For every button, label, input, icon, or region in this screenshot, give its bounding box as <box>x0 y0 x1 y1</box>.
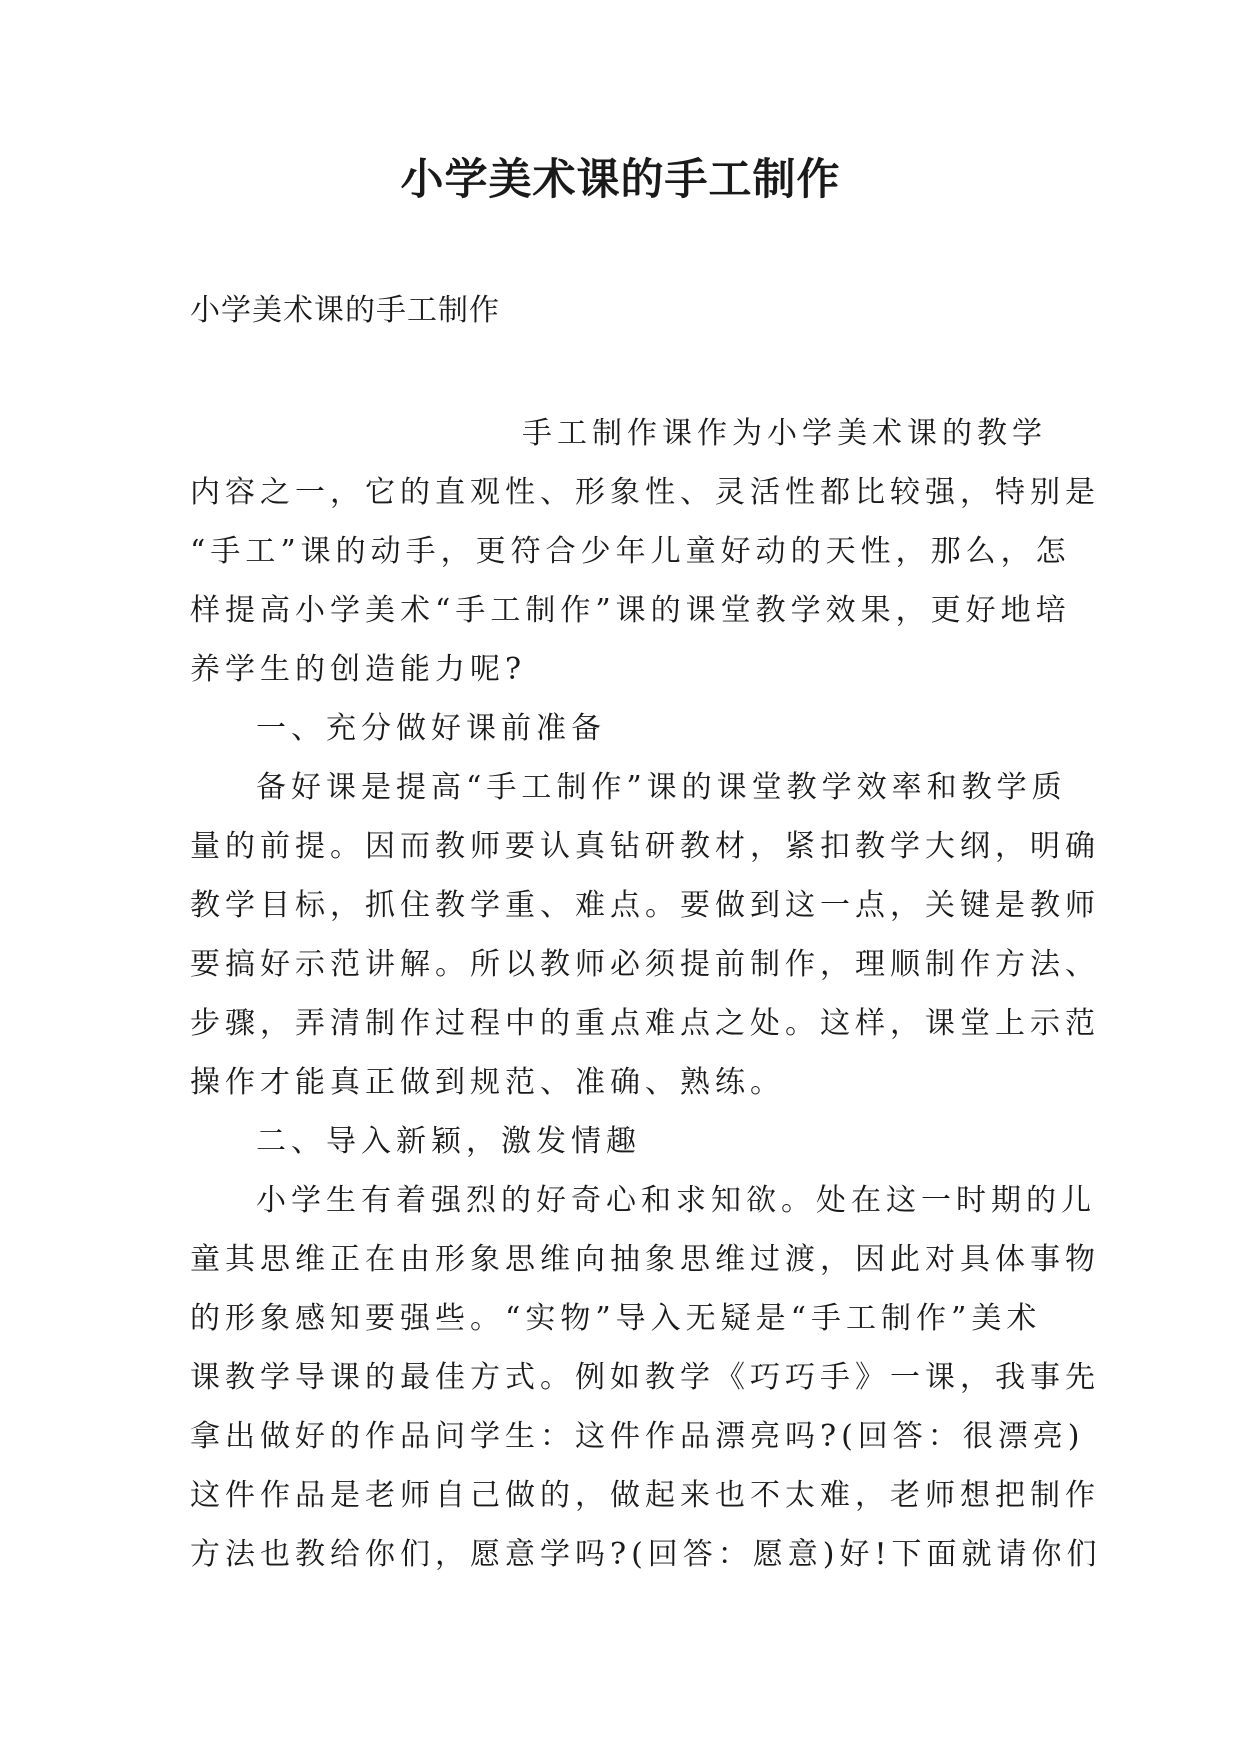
paragraph-line: 要搞好示范讲解。所以教师必须提前制作，理顺制作方法、 <box>190 947 1100 982</box>
paragraph-line: 拿出做好的作品问学生：这件作品漂亮吗?(回答：很漂亮) <box>190 1419 1085 1454</box>
subtitle: 小学美术课的手工制作 <box>190 293 500 328</box>
article-body <box>190 404 1102 1584</box>
paragraph-line: 样提高小学美术“手工制作”课的课堂教学效果，更好地培 <box>190 593 1071 628</box>
paragraph-line: 步骤，弄清制作过程中的重点难点之处。这样，课堂上示范 <box>190 1006 1100 1041</box>
page-title: 小学美术课的手工制作 <box>400 155 841 205</box>
section-heading: 一、充分做好课前准备 <box>256 711 606 746</box>
paragraph-line: 备好课是提高“手工制作”课的课堂教学效率和教学质 <box>256 770 1067 805</box>
paragraph-line: 的形象感知要强些。“实物”导入无疑是“手工制作”美术 <box>190 1301 1042 1336</box>
paragraph-line: 方法也教给你们，愿意学吗?(回答：愿意)好!下面就请你们 <box>190 1537 1102 1572</box>
paragraph-line: 小学生有着强烈的好奇心和求知欲。处在这一时期的儿 <box>256 1183 1096 1218</box>
paragraph-line: 教学目标，抓住教学重、难点。要做到这一点，关键是教师 <box>190 888 1100 923</box>
paragraph-line: 童其思维正在由形象思维向抽象思维过渡，因此对具体事物 <box>190 1242 1100 1277</box>
paragraph-line: 这件作品是老师自己做的，做起来也不太难，老师想把制作 <box>190 1478 1100 1513</box>
paragraph-line: 量的前提。因而教师要认真钻研教材，紧扣教学大纲，明确 <box>190 829 1100 864</box>
paragraph-line: “手工”课的动手，更符合少年儿童好动的天性，那么，怎 <box>190 534 1071 569</box>
section-heading: 二、导入新颖，激发情趣 <box>256 1124 641 1159</box>
paragraph-line: 养学生的创造能力呢? <box>190 652 527 687</box>
paragraph-line: 内容之一，它的直观性、形象性、灵活性都比较强，特别是 <box>190 475 1100 510</box>
paragraph-line: 手工制作课作为小学美术课的教学 <box>522 416 1047 451</box>
paragraph-line: 课教学导课的最佳方式。例如教学《巧巧手》一课，我事先 <box>190 1360 1100 1395</box>
paragraph-line: 操作才能真正做到规范、准确、熟练。 <box>190 1065 785 1100</box>
